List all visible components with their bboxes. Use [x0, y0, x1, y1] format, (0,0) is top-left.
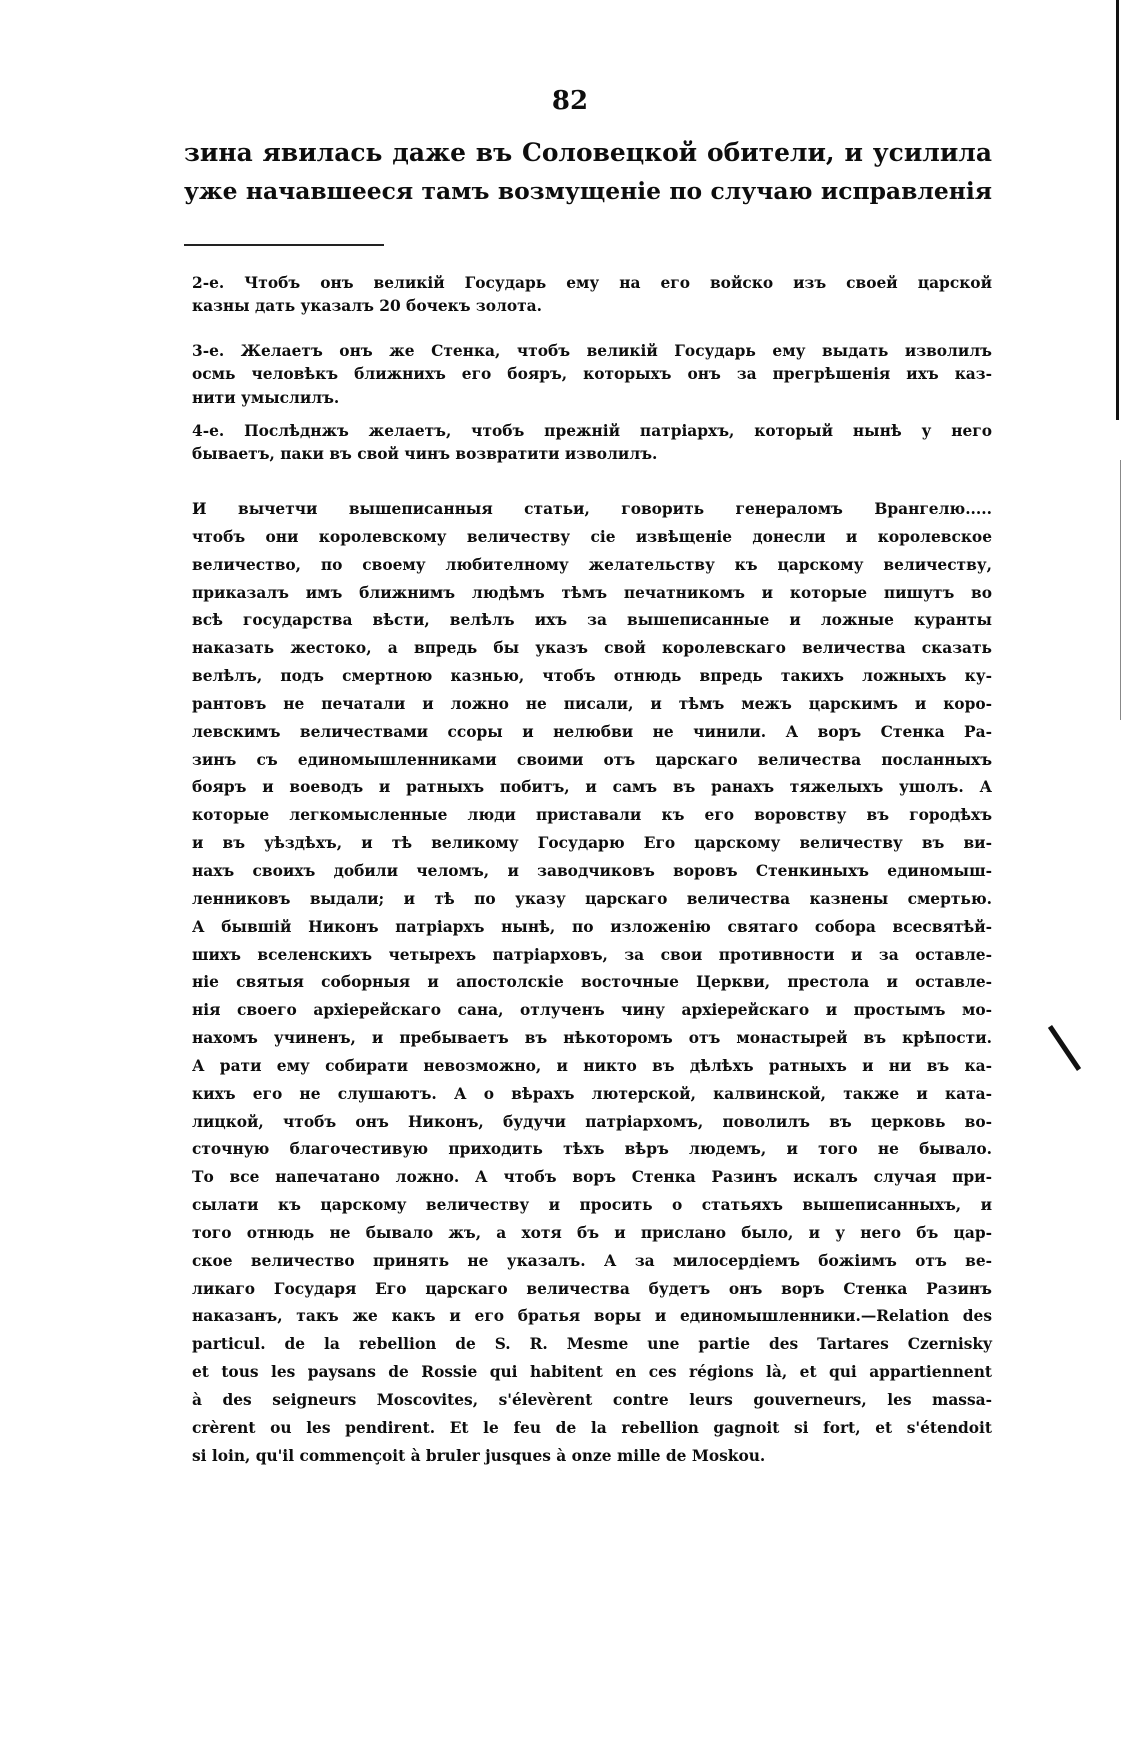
footnote-line: того отнюдь не бывало жъ, а хотя бъ и прислано было, и у него бъ цар-	[192, 1223, 992, 1242]
footnote-line: нахъ своихъ добили челомъ, и заводчиковъ воровъ Стенкиныхъ единомыш-	[192, 861, 992, 880]
scan-edge-line	[1116, 0, 1119, 420]
footnote-line: кихъ его не слушаютъ. А о вѣрахъ лютерской, калвинской, также и ката-	[192, 1084, 992, 1103]
footnote-line: 2-е. Чтобъ онъ великій Государь ему на его войско изъ своей царской	[192, 274, 992, 292]
footnote-line: ленниковъ выдали; и тѣ по указу царскаго величества казнены смертью.	[192, 889, 992, 908]
scan-edge-line-faint	[1120, 460, 1121, 720]
footnote-line: А бывшій Никонъ патріархъ нынѣ, по изложенію святаго собора всесвятѣй-	[192, 917, 992, 936]
footnote-line: ніе святыя соборныя и апостолскіе восточные Церкви, престола и оставле-	[192, 973, 992, 992]
footnote-line: велѣлъ, подъ смертною казнью, чтобъ отнюдь впредь такихъ ложныхъ ку-	[192, 667, 992, 686]
footnote-line: si loin, qu'il commençoit à bruler jusques à onze mille de Moskou.	[192, 1446, 766, 1465]
footnote-line: сылати къ царскому величеству и просить о статьяхъ вышеписанныхъ, и	[192, 1196, 992, 1215]
footnote-line: То все напечатано ложно. А чтобъ воръ Стенка Разинъ искалъ случая при-	[192, 1168, 992, 1187]
footnote-line: величество, по своему любителному желательству къ царскому величеству,	[192, 555, 992, 574]
footnote-line: всѣ государства вѣсти, велѣлъ ихъ за вышеписанные и ложные куранты	[192, 611, 992, 630]
footnote-line: левскимъ величествами ссоры и нелюбви не чинили. А воръ Стенка Ра-	[192, 722, 992, 741]
footnote-main-paragraph	[192, 496, 992, 1471]
footnote-line: бояръ и воеводъ и ратныхъ побитъ, и самъ въ ранахъ тяжелыхъ ушолъ. А	[192, 778, 992, 797]
footnote-line: 3-е. Желаетъ онъ же Стенка, чтобъ великій Государь ему выдать изволилъ	[192, 342, 992, 360]
footnote-line: рантовъ не печатали и ложно не писали, и тѣмъ межъ царскимъ и коро-	[192, 694, 992, 713]
footnote-line: которые легкомысленные люди приставали къ его воровству въ городѣхъ	[192, 806, 992, 825]
footnote-line: сточную благочестивую приходить тѣхъ вѣръ людемъ, и того не бывало.	[192, 1140, 992, 1159]
footnote-line: шихъ вселенскихъ четырехъ патріарховъ, за свои противности и за оставле-	[192, 945, 992, 964]
main-text	[184, 134, 992, 210]
footnote-line: И вычетчи вышеписанныя статьи, говорить генераломъ Врангелю.....	[192, 500, 992, 518]
footnote-item-3	[192, 340, 992, 410]
footnote-line: осмь человѣкъ ближнихъ его бояръ, которыхъ онъ за прегрѣшенія ихъ каз-	[192, 365, 992, 384]
scan-artifact-mark	[1048, 1025, 1081, 1071]
footnote-line: чтобъ они королевскому величеству сіе извѣщеніе донесли и королевское	[192, 527, 992, 546]
footnote-line: crèrent ou les pendirent. Et le feu de la rebellion gagnoit si fort, et s'étendoit	[192, 1418, 992, 1437]
footnote-line: нити умыслилъ.	[192, 388, 340, 407]
footnote-line: зинъ съ единомышленниками своими отъ царскаго величества посланныхъ	[192, 750, 992, 769]
footnote-line: нахомъ учиненъ, и пребываетъ въ нѣкоторомъ отъ монастырей въ крѣпости.	[192, 1029, 992, 1048]
footnote-line: ское величество принять не указалъ. А за милосердіемъ божіимъ отъ ве-	[192, 1251, 992, 1270]
footnote-line: à des seigneurs Moscovites, s'élevèrent contre leurs gouverneurs, les massa-	[192, 1391, 992, 1409]
footnote-item-2	[192, 272, 992, 319]
footnote-line: particul. de la rebellion de S. R. Mesme une partie des Tartares Czernisky	[192, 1335, 992, 1354]
footnote-line: А рати ему собирати невозможно, и никто въ дѣлѣхъ ратныхъ и ни въ ка-	[192, 1056, 992, 1075]
footnote-line: 4-е. Послѣднжъ желаетъ, чтобъ прежній патріархъ, который нынѣ у него	[192, 422, 992, 440]
footnote-line: ликаго Государя Его царскаго величества будетъ онъ воръ Стенка Разинъ	[192, 1279, 992, 1298]
footnote-line: и въ уѣздѣхъ, и тѣ великому Государю Его царскому величеству въ ви-	[192, 834, 992, 853]
footnote-line: приказалъ имъ ближнимъ людѣмъ тѣмъ печатникомъ и которые пишутъ во	[192, 583, 992, 602]
footnote-line: наказать жестоко, а впредь бы указъ свой королевскаго величества сказать	[192, 639, 992, 658]
footnote-line: нія своего архіерейскаго сана, отлученъ чину архіерейскаго и простымъ мо-	[192, 1001, 992, 1020]
footnote-line: казны дать указалъ 20 бочекъ золота.	[192, 297, 542, 316]
page-number: 82	[551, 86, 589, 116]
footnote-line: et tous les paysans de Rossie qui habitent en ces régions là, et qui appartiennent	[192, 1363, 992, 1382]
footnote-item-4	[192, 420, 992, 467]
main-text-line: уже начавшееся тамъ возмущеніе по случаю исправленія	[184, 177, 992, 205]
footnote-divider	[184, 244, 384, 246]
footnote-line: лицкой, чтобъ онъ Никонъ, будучи патріархомъ, поволилъ въ церковь во-	[192, 1112, 992, 1131]
main-text-line: зина явилась даже въ Соловецкой обители, и усилила	[184, 138, 992, 167]
footnote-line: бываетъ, паки въ свой чинъ возвратити изволилъ.	[192, 445, 658, 464]
footnote-line: наказанъ, такъ же какъ и его братья воры и единомышленники.—Relation des	[192, 1307, 992, 1326]
